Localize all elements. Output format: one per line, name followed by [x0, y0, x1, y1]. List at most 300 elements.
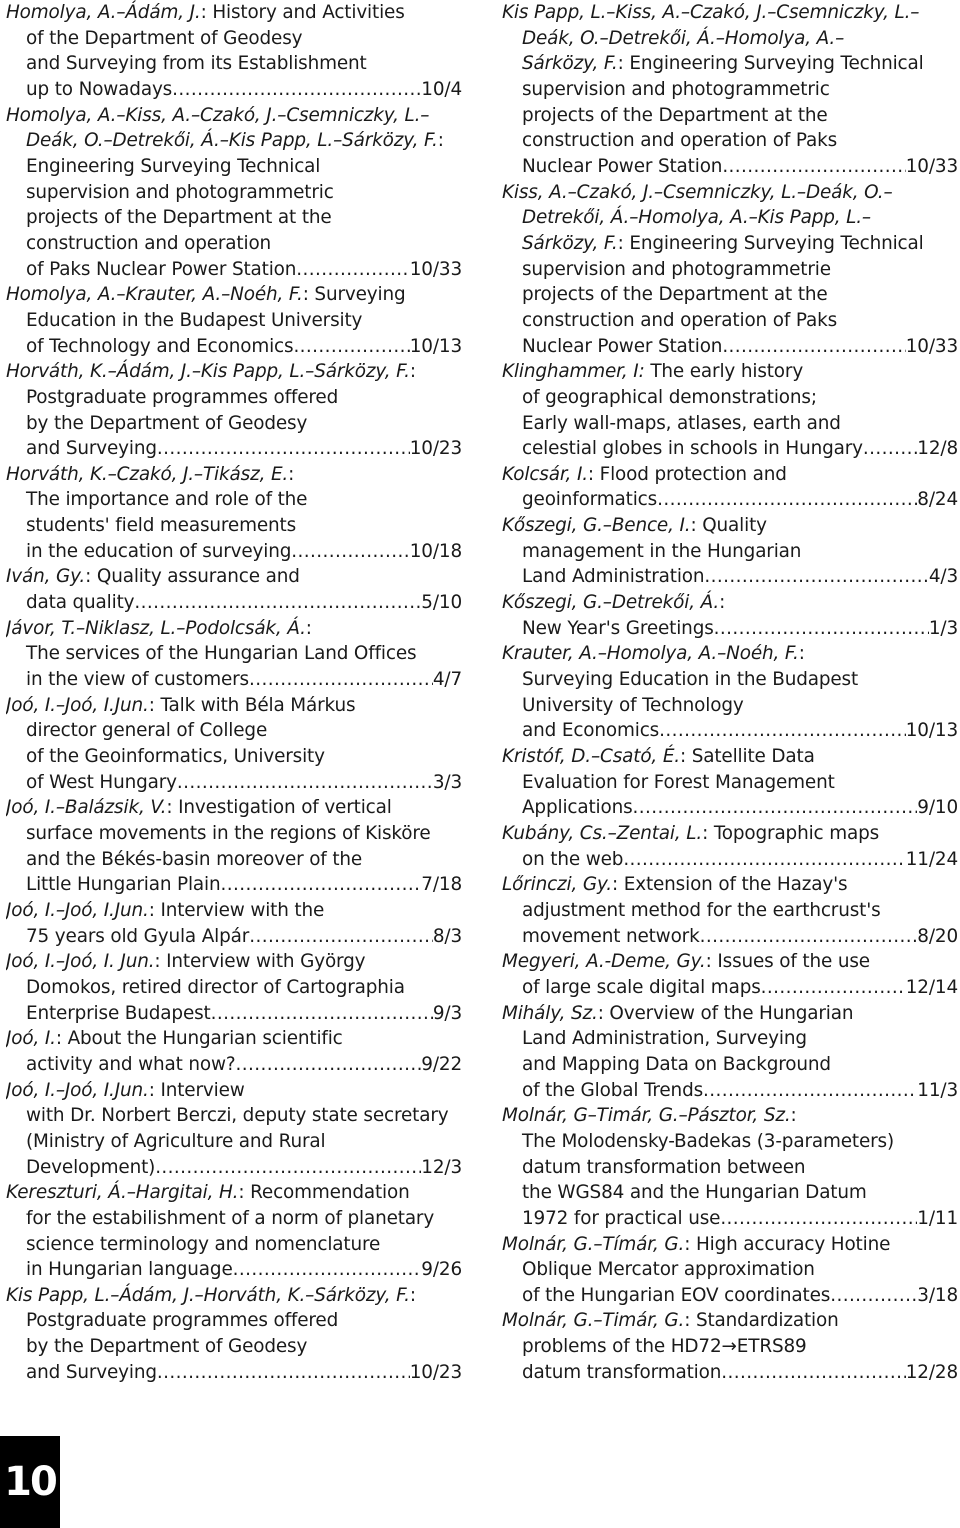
entry-text: : Quality assurance and	[85, 566, 300, 588]
entry-text: : Satellite Data	[679, 746, 815, 768]
entry-text: Land Administration, Surveying	[522, 1028, 807, 1050]
entry-line	[502, 872, 958, 898]
index-entry	[6, 795, 462, 898]
index-entry	[6, 103, 462, 283]
entry-text: geoinformatics	[522, 489, 658, 511]
entry-page-ref: 9/22	[421, 1053, 462, 1075]
entry-line	[502, 821, 958, 847]
entry-authors: Mihály, Sz.	[502, 1002, 598, 1024]
entry-text: of West Hungary	[26, 771, 177, 793]
index-entry	[502, 949, 958, 1000]
entry-page-ref: 9/3	[432, 1002, 462, 1024]
entry-text: of geographical demonstrations;	[522, 386, 817, 408]
entry-authors: Molnár, G.–Tímár, G.	[502, 1233, 685, 1255]
entry-text: data quality	[26, 592, 135, 614]
entry-line	[6, 667, 462, 693]
entry-text: : Issues of the use	[705, 951, 870, 973]
entry-line	[502, 334, 958, 360]
entry-page-ref: 10/33	[905, 335, 958, 357]
entry-line	[502, 282, 958, 308]
entry-text: adjustment method for the earthcrust's	[522, 899, 881, 921]
entry-line	[6, 770, 462, 796]
entry-line	[502, 513, 958, 539]
entry-text: projects of the Department at the	[522, 104, 828, 126]
entry-page-ref: 12/14	[905, 976, 958, 998]
entry-text: movement network	[522, 925, 700, 947]
entry-page-ref: 11/24	[905, 848, 958, 870]
entry-text: :	[719, 592, 726, 614]
entry-authors: Homolya, A.–Ádám, J.	[6, 2, 201, 23]
entry-line	[502, 975, 958, 1001]
entry-page-ref: 10/13	[905, 720, 958, 742]
entry-line	[502, 1001, 958, 1027]
right-index-column	[502, 0, 958, 1385]
entry-line	[6, 1308, 462, 1334]
entry-line	[502, 1308, 958, 1334]
entry-line	[502, 26, 958, 52]
entry-text: of the Geoinformatics, University	[26, 746, 325, 768]
entry-line	[6, 77, 462, 103]
index-entry	[6, 949, 462, 1026]
entry-text: Applications	[522, 797, 633, 819]
entry-line	[6, 103, 462, 129]
entry-text: Nuclear Power Station	[522, 155, 723, 177]
entry-text: Little Hungarian Plain	[26, 874, 221, 896]
entry-line	[6, 1257, 462, 1283]
entry-text: The early history	[644, 361, 804, 383]
entry-authors: Homolya, A.–Kiss, A.–Czakó, J.–Csemniczky, L.–	[6, 104, 430, 126]
entry-text: and the Békés-basin moreover of the	[26, 848, 363, 870]
leader-dots	[236, 1052, 422, 1078]
entry-text: Nuclear Power Station	[522, 335, 723, 357]
index-entry	[6, 0, 462, 103]
entry-authors: Molnár, G–Timár, G.–Pásztor, Sz.	[502, 1105, 791, 1127]
index-entry	[502, 821, 958, 872]
entry-authors: Kristóf, D.–Csató, É.	[502, 746, 680, 768]
entry-authors: Joó, I.–Joó, I.Jun.	[6, 899, 149, 921]
index-entry	[502, 359, 958, 462]
entry-text: science terminology and nomenclature	[26, 1233, 381, 1255]
entry-line	[502, 718, 958, 744]
entry-text: :	[798, 643, 805, 665]
entry-line	[502, 616, 958, 642]
entry-line	[6, 744, 462, 770]
entry-line	[6, 436, 462, 462]
entry-authors: Joó, I.	[6, 1028, 56, 1050]
entry-text: students' field measurements	[26, 515, 296, 537]
entry-line	[502, 1129, 958, 1155]
entry-text: Early wall-maps, atlases, earth and	[522, 412, 841, 434]
entry-text: :	[790, 1105, 797, 1127]
index-entry	[6, 693, 462, 796]
entry-text: The services of the Hungarian Land Offices	[26, 643, 417, 665]
entry-line	[502, 1360, 958, 1386]
entry-line	[6, 487, 462, 513]
leader-dots	[134, 590, 421, 616]
entry-line	[502, 205, 958, 231]
entry-text: : Overview of the Hungarian	[597, 1002, 854, 1024]
entry-line	[502, 411, 958, 437]
index-entry	[6, 359, 462, 462]
entry-authors: Kis Papp, L.–Ádám, J.–Horváth, K.–Sárközy, F.	[6, 1284, 410, 1306]
entry-line	[502, 77, 958, 103]
entry-line	[502, 1283, 958, 1309]
left-index-column	[6, 0, 462, 1385]
entry-line	[502, 1180, 958, 1206]
index-entry	[502, 462, 958, 513]
entry-line	[6, 1052, 462, 1078]
entry-authors: Horváth, K.–Czakó, J.–Tikász, E.	[6, 463, 289, 485]
entry-line	[6, 564, 462, 590]
entry-line	[6, 847, 462, 873]
entry-authors: Sárközy, F.	[522, 53, 618, 75]
entry-page-ref: 9/10	[917, 797, 958, 819]
entry-line	[6, 205, 462, 231]
entry-text: on the web	[522, 848, 624, 870]
entry-authors: Megyeri, A.-Deme, Gy.	[502, 951, 706, 973]
entry-page-ref: 7/18	[421, 874, 462, 896]
entry-authors: Joó, I.–Balázsik, V.	[6, 797, 167, 819]
entry-line	[502, 693, 958, 719]
entry-text: projects of the Department at the	[26, 207, 332, 229]
entry-authors: Joó, I.–Joó, I.Jun.	[6, 694, 149, 716]
entry-authors: Molnár, G.–Timár, G.	[502, 1310, 685, 1332]
entry-text: of the Global Trends	[522, 1079, 704, 1101]
entry-authors: Deák, O.–Detrekői, Á.–Kis Papp, L.–Sárközy, F.	[26, 130, 438, 152]
entry-line	[6, 949, 462, 975]
index-entry	[502, 180, 958, 360]
entry-text: up to Nowadays	[26, 78, 173, 100]
leader-dots	[722, 154, 905, 180]
entry-authors: Lőrinczi, Gy.	[502, 874, 612, 896]
entry-line	[6, 1206, 462, 1232]
entry-line	[6, 539, 462, 565]
entry-text: Postgraduate programmes offered	[26, 386, 339, 408]
leader-dots	[703, 1078, 917, 1104]
entry-authors: Homolya, A.–Krauter, A.–Noéh, F.	[6, 284, 303, 306]
entry-line	[6, 411, 462, 437]
leader-dots	[721, 1360, 906, 1386]
entry-text: in the education of surveying	[26, 540, 292, 562]
leader-dots	[714, 616, 929, 642]
entry-page-ref: 10/23	[409, 1361, 462, 1383]
entry-page-ref: 4/3	[928, 566, 958, 588]
entry-authors: Kubány, Cs.–Zentai, L.	[502, 823, 703, 844]
entry-text: in Hungarian language	[26, 1259, 233, 1281]
entry-line	[6, 231, 462, 257]
entry-line	[6, 1360, 462, 1386]
entry-line	[502, 308, 958, 334]
entry-line	[502, 898, 958, 924]
leader-dots	[249, 924, 433, 950]
entry-text: : Investigation of vertical	[166, 797, 392, 819]
entry-page-ref: 10/18	[409, 540, 462, 562]
entry-line	[502, 128, 958, 154]
leader-dots	[623, 847, 905, 873]
entry-text: :	[288, 463, 295, 485]
entry-line	[6, 308, 462, 334]
entry-line	[6, 385, 462, 411]
entry-line	[502, 154, 958, 180]
entry-text: of the Department of Geodesy	[26, 27, 303, 49]
entry-text: Evaluation for Forest Management	[522, 771, 835, 793]
entry-line	[6, 924, 462, 950]
entry-authors: Detrekői, Á.–Homolya, A.–Kis Papp, L.–	[522, 207, 871, 229]
entry-line	[6, 1334, 462, 1360]
entry-text: : Extension of the Hazay's	[612, 874, 848, 896]
entry-text: : Interview	[148, 1079, 245, 1101]
entry-text: : Engineering Surveying Technical	[617, 53, 924, 75]
entry-authors: Sárközy, F.	[522, 232, 618, 254]
entry-authors: Joó, I.–Joó, I.Jun.	[6, 1079, 149, 1101]
entry-authors: Kereszturi, Á.–Hargitai, H.	[6, 1182, 239, 1204]
entry-line	[6, 1103, 462, 1129]
index-entry	[502, 641, 958, 744]
entry-text: of large scale digital maps	[522, 976, 761, 998]
entry-text: Oblique Mercator approximation	[522, 1259, 815, 1281]
entry-line	[6, 641, 462, 667]
entry-line	[6, 1078, 462, 1104]
entry-text: and Surveying	[26, 438, 157, 460]
entry-text: activity and what now?	[26, 1053, 236, 1075]
entry-line	[502, 795, 958, 821]
entry-authors: Kőszegi, G.–Bence, I.	[502, 515, 691, 537]
entry-line	[502, 564, 958, 590]
entry-text: : Engineering Surveying Technical	[617, 232, 924, 254]
entry-text: of the Hungarian EOV coordinates	[522, 1284, 831, 1306]
leader-dots	[177, 770, 433, 796]
entry-authors: Kis Papp, L.–Kiss, A.–Czakó, J.–Csemniczky, L.–	[502, 2, 920, 23]
entry-page-ref: 12/8	[917, 438, 958, 460]
entry-text: New Year's Greetings	[522, 617, 714, 639]
entry-page-ref: 8/20	[917, 925, 958, 947]
entry-line	[6, 898, 462, 924]
entry-line	[502, 1257, 958, 1283]
entry-text: management in the Hungarian	[522, 540, 802, 562]
entry-text: for the estabilishment of a norm of planetary	[26, 1207, 435, 1229]
entry-page-ref: 11/3	[917, 1079, 958, 1101]
entry-line	[502, 359, 958, 385]
index-entry	[6, 462, 462, 565]
entry-line	[6, 1001, 462, 1027]
entry-page-ref: 3/3	[432, 771, 462, 793]
entry-line	[502, 924, 958, 950]
index-entry	[502, 744, 958, 821]
entry-page-ref: 4/7	[432, 669, 462, 691]
index-entry	[6, 564, 462, 615]
entry-line	[6, 1232, 462, 1258]
entry-text: :	[409, 1284, 416, 1306]
entry-line	[6, 359, 462, 385]
entry-page-ref: 1/11	[917, 1207, 958, 1229]
leader-dots	[291, 539, 409, 565]
entry-line	[502, 1334, 958, 1360]
entry-line	[502, 949, 958, 975]
entry-authors: Jávor, T.–Niklasz, L.–Podolcsák, Á.	[6, 617, 306, 639]
entry-line	[502, 103, 958, 129]
entry-text: : History and Activities	[200, 2, 405, 23]
entry-text: : Quality	[690, 515, 767, 537]
entry-text: Enterprise Budapest	[26, 1002, 211, 1024]
entry-line	[502, 51, 958, 77]
index-entry	[6, 1283, 462, 1386]
entry-line	[502, 257, 958, 283]
entry-text: Postgraduate programmes offered	[26, 1310, 339, 1332]
entry-authors: Kiss, A.–Czakó, J.–Csemniczky, L.–Deák, O.–	[502, 181, 893, 203]
entry-line	[502, 667, 958, 693]
entry-text: supervision and photogrammetric	[26, 181, 334, 203]
index-entry	[502, 1232, 958, 1309]
entry-line	[502, 487, 958, 513]
entry-line	[6, 513, 462, 539]
entry-text: datum transformation	[522, 1361, 722, 1383]
leader-dots	[863, 436, 917, 462]
entry-text: construction and operation of Paks	[522, 130, 838, 152]
entry-authors: Kolcsár, I.	[502, 463, 588, 485]
entry-page-ref: 8/3	[432, 925, 462, 947]
entry-authors: Krauter, A.–Homolya, A.–Noéh, F.	[502, 643, 799, 665]
leader-dots	[700, 924, 918, 950]
entry-line	[6, 1283, 462, 1309]
entry-line	[502, 847, 958, 873]
entry-text: Development)	[26, 1156, 156, 1178]
entry-line	[6, 334, 462, 360]
entry-line	[6, 693, 462, 719]
entry-text: supervision and photogrammetrie	[522, 258, 831, 280]
entry-page-ref: 8/24	[917, 489, 958, 511]
entry-line	[6, 154, 462, 180]
entry-text: 1972 for practical use	[522, 1207, 721, 1229]
entry-text: : Recommendation	[238, 1182, 410, 1204]
leader-dots	[172, 77, 421, 103]
entry-text: by the Department of Geodesy	[26, 412, 308, 434]
entry-text: and Surveying	[26, 1361, 157, 1383]
entry-line	[6, 718, 462, 744]
entry-page-ref: 1/3	[928, 617, 958, 639]
index-entry	[502, 513, 958, 590]
entry-authors: Iván, Gy.	[6, 566, 86, 588]
entry-line	[6, 26, 462, 52]
leader-dots	[249, 667, 433, 693]
entry-page-ref: 10/13	[409, 335, 462, 357]
index-entry	[502, 872, 958, 949]
entry-text: : Talk with Béla Márkus	[148, 694, 356, 716]
entry-line	[502, 1155, 958, 1181]
leader-dots	[233, 1257, 422, 1283]
entry-text: Engineering Surveying Technical	[26, 155, 321, 177]
entry-text: supervision and photogrammetric	[522, 78, 830, 100]
entry-line	[6, 1155, 462, 1181]
index-entry	[6, 1078, 462, 1181]
entry-line	[6, 257, 462, 283]
entry-line	[6, 462, 462, 488]
entry-line	[6, 1180, 462, 1206]
entry-text: celestial globes in schools in Hungary	[522, 438, 863, 460]
leader-dots	[659, 718, 906, 744]
entry-text: Surveying Education in the Budapest	[522, 669, 859, 691]
entry-text: with Dr. Norbert Berczi, deputy state secretary	[26, 1105, 449, 1127]
entry-text: of Technology and Economics	[26, 335, 294, 357]
entry-line	[6, 1026, 462, 1052]
entry-text: : Interview with the	[148, 899, 325, 921]
entry-line	[6, 872, 462, 898]
entry-line	[502, 385, 958, 411]
entry-page-ref: 10/33	[409, 258, 462, 280]
entry-line	[502, 1052, 958, 1078]
entry-text: University of Technology	[522, 694, 744, 716]
entry-text: director general of College	[26, 720, 268, 742]
entry-authors: Kőszegi, G.–Detrekői, Á.	[502, 592, 720, 614]
entry-line	[6, 128, 462, 154]
entry-text: of Paks Nuclear Power Station	[26, 258, 297, 280]
entry-text: and Mapping Data on Background	[522, 1053, 831, 1075]
entry-text: : Surveying	[302, 284, 406, 306]
entry-text: construction and operation of Paks	[522, 309, 838, 331]
entry-line	[502, 231, 958, 257]
entry-authors: Deák, O.–Detrekői, Á.–Homolya, A.–	[522, 27, 845, 49]
leader-dots	[211, 1001, 433, 1027]
leader-dots	[296, 257, 409, 283]
entry-line	[6, 51, 462, 77]
index-entry	[6, 616, 462, 693]
entry-line	[502, 1078, 958, 1104]
leader-dots	[633, 795, 918, 821]
entry-text: The importance and role of the	[26, 489, 308, 511]
entry-line	[502, 1206, 958, 1232]
entry-line	[6, 795, 462, 821]
leader-dots	[657, 487, 917, 513]
entry-line	[6, 975, 462, 1001]
entry-page-ref: 9/26	[421, 1259, 462, 1281]
entry-text: : Standardization	[684, 1310, 839, 1332]
entry-text: the WGS84 and the Hungarian Datum	[522, 1182, 867, 1204]
index-entry	[502, 1103, 958, 1231]
entry-text: :	[305, 617, 312, 639]
entry-line	[6, 616, 462, 642]
leader-dots	[761, 975, 906, 1001]
leader-dots	[157, 1360, 410, 1386]
entry-page-ref: 10/4	[421, 78, 462, 100]
entry-text: Domokos, retired director of Cartographia	[26, 976, 405, 998]
leader-dots	[830, 1283, 917, 1309]
entry-line	[6, 0, 462, 26]
entry-text: : Topographic maps	[702, 823, 880, 844]
entry-line	[502, 770, 958, 796]
entry-text: 75 years old Gyula Alpár	[26, 925, 250, 947]
entry-text: The Molodensky-Badekas (3-parameters)	[522, 1130, 894, 1152]
entry-page-ref: 10/23	[409, 438, 462, 460]
index-entry	[6, 282, 462, 359]
leader-dots	[155, 1155, 421, 1181]
entry-text: Land Administration	[522, 566, 705, 588]
entry-page-ref: 5/10	[421, 592, 462, 614]
entry-line	[502, 1232, 958, 1258]
page-number-badge: 10	[0, 1436, 60, 1528]
entry-line	[502, 1026, 958, 1052]
entry-line	[6, 1129, 462, 1155]
leader-dots	[293, 334, 409, 360]
index-entry	[502, 590, 958, 641]
index-entry	[6, 1026, 462, 1077]
entry-authors: Horváth, K.–Ádám, J.–Kis Papp, L.–Sárközy, F.	[6, 361, 410, 383]
entry-page-ref: 3/18	[917, 1284, 958, 1306]
entry-text: problems of the HD72→ETRS89	[522, 1336, 807, 1358]
index-entry	[502, 0, 958, 180]
index-entry	[502, 1308, 958, 1385]
entry-text: in the view of customers	[26, 669, 249, 691]
entry-text: datum transformation between	[522, 1156, 806, 1178]
entry-text: :	[437, 130, 444, 152]
